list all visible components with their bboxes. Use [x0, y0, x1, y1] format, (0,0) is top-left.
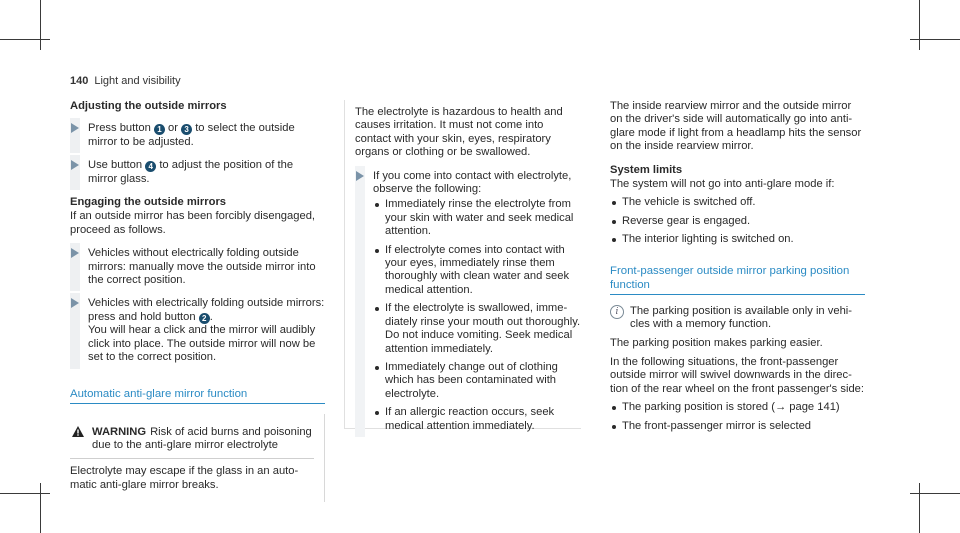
step-adjust-glass: Use button 4 to adjust the position of the mirror glass.	[70, 159, 325, 186]
parking-para-2: In the following situations, the front-passenger outside mirror will swivel downwards in the direction of the rear wheel on the front passenger's side:	[610, 355, 865, 395]
situations-list	[610, 401, 865, 433]
step-manual-move: Vehicles without electrically folding outside mirrors: manually move the outside mirror into the correct position.	[70, 247, 325, 287]
button-3-badge: 3	[181, 124, 192, 135]
button-2-badge: 2	[199, 313, 210, 324]
step-arrow-icon	[71, 123, 79, 133]
warning-label: WARNING	[92, 425, 147, 438]
crop-mark	[0, 493, 50, 494]
list-item: Immediately rinse the electrolyte from your skin with water and seek medical attention.	[373, 198, 581, 238]
adjusting-heading: Adjusting the outside mirrors	[70, 100, 227, 112]
step-arrow-icon	[356, 171, 364, 181]
list-item: The parking position is stored (→ page 141)	[610, 401, 865, 414]
step-select-mirror: Press button 1 or 3 to select the outside mirror to be adjusted.	[70, 122, 325, 149]
section-title-parking-position: Front-passenger outside mirror parking position function	[610, 264, 865, 295]
crop-mark	[0, 39, 50, 40]
crop-mark	[40, 483, 41, 533]
crop-mark	[910, 493, 960, 494]
crop-mark	[910, 39, 960, 40]
step-arrow-icon	[71, 248, 79, 258]
crop-mark	[40, 0, 41, 50]
section-title-anti-glare: Automatic anti-glare mirror function	[70, 387, 325, 404]
page-header	[70, 75, 181, 88]
electrolyte-intro: The electrolyte is hazardous to health and causes irritation. It must not come into contact with your skin, eyes, respiratory organs or clothing or be swallowed.	[355, 106, 563, 159]
list-item: The front-passenger mirror is selected	[610, 420, 865, 433]
parking-para-1: The parking position makes parking easier.	[610, 337, 823, 350]
list-item: If an allergic reaction occurs, seek medical attention immediately.	[373, 406, 581, 433]
list-item: Immediately change out of clothing which has been contaminated with electrolyte.	[373, 361, 581, 401]
warning-box	[70, 414, 325, 503]
system-limits-text: The system will not go into anti-glare mode if:	[610, 178, 835, 191]
button-1-badge: 1	[154, 124, 165, 135]
page-number: 140	[70, 75, 89, 87]
step-electric-fold: Vehicles with electrically folding outside mirrors: press and hold button 2 . You will hear a click and the mirror will audibly click into place. The outside mirror will now be set to the correct position.	[70, 297, 325, 364]
warning-body: Electrolyte may escape if the glass in an automatic anti-glare mirror breaks.	[70, 465, 299, 491]
divider	[70, 458, 314, 459]
engaging-heading: Engaging the outside mirrors	[70, 196, 227, 209]
list-item: The interior lighting is switched on.	[610, 233, 865, 246]
anti-glare-intro: The inside rearview mirror and the outside mirror on the driver's side will automatically go into anti-glare mode if light from a headlamp hits the sensor on the inside rearview mirror.	[610, 100, 862, 153]
engaging-text: If an outside mirror has been forcibly disengaged, proceed as follows.	[70, 210, 316, 236]
crop-mark	[919, 483, 920, 533]
column-right	[610, 100, 865, 438]
info-text: The parking position is available only in vehicles with a memory function.	[630, 304, 853, 331]
list-item: Reverse gear is engaged.	[610, 215, 865, 228]
step-arrow-icon	[71, 298, 79, 308]
step-arrow-icon	[71, 160, 79, 170]
system-limits-list	[610, 196, 865, 246]
warning-header	[70, 426, 314, 453]
info-note	[610, 305, 865, 332]
button-4-badge: 4	[145, 161, 156, 172]
crop-mark	[919, 0, 920, 50]
warning-continuation-box	[344, 100, 581, 432]
warning-triangle-icon	[72, 426, 84, 437]
list-item: If electrolyte comes into contact with your eyes, immediately rinse them thoroughly with clean water and seek medical attention.	[373, 244, 581, 298]
list-item: If the electrolyte is swallowed, immediately rinse your mouth out thoroughly. Do not induce vomiting. Seek medical attention immediately.	[373, 302, 581, 356]
column-left	[70, 100, 325, 502]
first-aid-list	[373, 198, 581, 433]
warning-head-text: Risk of acid burns and poisoning due to the anti-glare mirror electrolyte	[92, 425, 312, 451]
list-item: The vehicle is switched off.	[610, 196, 865, 209]
step-contact-electrolyte: If you come into contact with electrolyte, observe the following: Immediately rinse the electrolyte from your skin with water and seek medical attention. If electrolyte comes into contact with your eyes, immediately rinse them thoroughly with clean water and seek medical attention. If the electrolyte is swallowed, immediately rinse your mouth out thoroughly. Do not induce vomiting. Seek medical attention immediately. Immediately change out of clothing which has been contaminated with electrolyte. If an allergic reaction occurs, seek medical attention immediately.	[355, 170, 581, 433]
info-icon: i	[610, 305, 624, 319]
system-limits-heading: System limits	[610, 163, 683, 176]
chapter-title: Light and visibility	[94, 75, 181, 87]
